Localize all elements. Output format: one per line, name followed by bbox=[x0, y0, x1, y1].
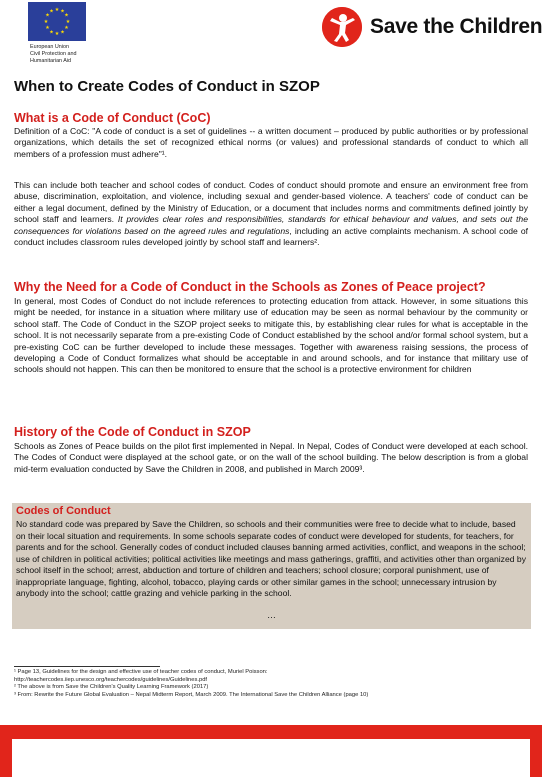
footnote-1-url[interactable]: http://teachercodes.iiep.unesco.org/teachercodes/guidelines/Guidelines.pdf bbox=[14, 676, 208, 683]
svg-text:★: ★ bbox=[60, 8, 65, 15]
svg-text:★: ★ bbox=[54, 31, 60, 37]
svg-text:★: ★ bbox=[54, 7, 60, 13]
section-heading-why-need: Why the Need for a Code of Conduct in the Schools as Zones of Peace project? bbox=[14, 280, 486, 294]
paragraph-text: , including an active complaints mechanism. A school code of conduct includes classroom rules developed jointly by school staff and learners². bbox=[14, 225, 528, 248]
paragraph-text: This can include both teacher and school codes of conduct. Codes of conduct should promote and ensure an environment free from abuse, discrimination, exploitation, and violence, including sexual and gender-based violence. A teachers' code of conduct can be either a legal document, defined by the Ministry of Education, or a document that includes norms and commitments defined jointly by school staff and learners. bbox=[14, 180, 528, 225]
box-ellipsis: … bbox=[267, 610, 276, 620]
history-paragraph: Schools as Zones of Peace builds on the pilot first implemented in Nepal. In Nepal, Codes of Conduct were developed at each school. The Codes of Conduct were displayed at the school gate, or on the wall of the school building. The below description is from a global mid-term evaluation conducted by Save the Children in 2008, and published in March 2009³. bbox=[14, 441, 528, 474]
brand-name: Save the Children bbox=[370, 15, 542, 38]
coc-description-paragraph bbox=[14, 180, 528, 248]
svg-text:★: ★ bbox=[60, 29, 65, 36]
svg-text:★: ★ bbox=[64, 12, 69, 19]
section-heading-history: History of the Code of Conduct in SZOP bbox=[14, 425, 251, 439]
eu-caption-line: Civil Protection and bbox=[30, 51, 77, 57]
svg-text:★: ★ bbox=[65, 19, 71, 25]
footnotes bbox=[14, 669, 534, 699]
svg-text:★: ★ bbox=[49, 29, 54, 36]
box-text: No standard code was prepared by Save the Children, so schools and their communities were free to decide what to include, based on their local situation and requirements. In some schools separate codes of conduct were developed for students, for teachers, for parents and for the school. Generally codes of conduct included clauses banning armed activities, conflict, and weapons in the school; use of children in political activities; political activities like meetings and mass gatherings, graffiti, and activities other than organized by school itself in the school; arrest, abduction and torture of children and teachers; school closure; corporal punishment, use of inappropriate language, fighting, alcohol, tobacco, playing cards or other similar games in the school; unnecessary intrusion by anybody into the school; cattle grazing and vehicle parking in the school. bbox=[16, 519, 526, 598]
definition-paragraph: Definition of a CoC: "A code of conduct is a set of guidelines -- a written document – produced by public authorities or by professional organizations, which details the set of recognized ethical norms (or values) and professional standards of conduct to which all members of a profession must adhere"¹. bbox=[14, 126, 528, 159]
eu-caption bbox=[30, 44, 100, 65]
svg-text:★: ★ bbox=[49, 8, 54, 15]
eu-caption-line: Humanitarian Aid bbox=[30, 58, 72, 64]
eu-caption-line: European Union bbox=[30, 44, 69, 50]
save-the-children-logo bbox=[322, 4, 542, 50]
footnote-divider bbox=[14, 666, 160, 667]
svg-text:★: ★ bbox=[45, 12, 50, 19]
paragraph-italic-text: It provides clear roles and responsibilities, standards for ethical behaviour and values, and sets out the consequences for violations based on the agreed rules and regulations bbox=[14, 214, 528, 236]
why-need-paragraph: In general, most Codes of Conduct do not include references to protecting education from attack. However, in some situations this might be needed, for instance in a situation where military use of education may be seen as normal behaviour by the community or school staff. The Code of Conduct in the SZOP project seeks to mitigate this, by establishing clear rules for what is acceptable in the school. It is not necessarily separate from a pre-existing Code of Conduct established by the school and/or formal school system, but a pre-existing CoC can be further developed to include these messages. Together with awareness raising sessions, the process of developing a Code of Conduct formalizes what should be acceptable in and around schools, and for instance that military use of schools should not happen. This can then be monitored to ensure that the school is a protective environment for children bbox=[14, 296, 528, 375]
footnote-3: ³ From: Rewrite the Future Global Evaluation – Nepal Midterm Report, March 2009. The International Save the Children Alliance (page 10) bbox=[14, 691, 369, 698]
codes-of-conduct-box bbox=[12, 503, 531, 629]
svg-text:★: ★ bbox=[64, 25, 69, 31]
footnote-2: ² The above is from Save the Children's Quality Learning Framework (2017) bbox=[14, 684, 209, 691]
svg-text:★: ★ bbox=[45, 25, 50, 31]
child-figure-icon bbox=[322, 7, 362, 47]
box-heading: Codes of Conduct bbox=[16, 505, 111, 517]
footer-white-panel bbox=[12, 739, 530, 777]
svg-text:★: ★ bbox=[43, 19, 49, 25]
page-title: When to Create Codes of Conduct in SZOP bbox=[14, 78, 320, 95]
footnote-1: ¹ Page 13, Guidelines for the design and effective use of teacher codes of conduct, Muriel Poisson: bbox=[14, 669, 268, 675]
eu-flag-logo bbox=[28, 2, 86, 41]
section-heading-what-is-coc: What is a Code of Conduct (CoC) bbox=[14, 111, 211, 125]
